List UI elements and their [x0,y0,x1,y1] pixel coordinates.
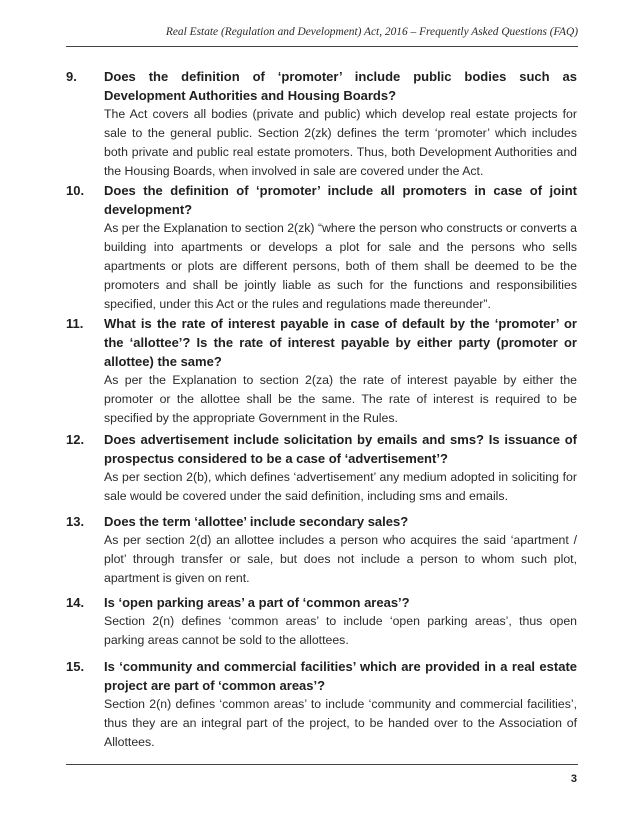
faq-number: 13. [66,514,85,529]
footer-divider [66,764,578,765]
faq-question: Is ‘open parking areas’ a part of ‘common areas’? [104,595,410,610]
faq-number: 15. [66,659,85,674]
faq-answer: As per the Explanation to section 2(zk) “where the person who constructs or converts a building into apartments or develops a plot for sale and the persons who sells apartments or plots are different persons, both of them shall be deemed to be the promoters and shall be jointly liable as such for the functions and responsibilities specified, under this Act or the rules and regulations made thereunder”. [104,221,577,311]
faq-answer: As per the Explanation to section 2(za) the rate of interest payable by either the promoter or the allottee shall be the same. The rate of interest is required to be specified by the appropriate Government in the Rules. [104,373,577,425]
faq-question: Is ‘community and commercial facilities’ which are provided in a real estate project are part of ‘common areas’? [104,659,577,693]
faq-body [104,181,577,314]
running-header: Real Estate (Regulation and Development) Act, 2016 – Frequently Asked Questions (FAQ) [165,26,578,38]
faq-number: 11. [66,316,84,331]
faq-question: Does the definition of ‘promoter’ include public bodies such as Development Authorities and Housing Boards? [104,69,577,103]
faq-number: 14. [66,595,85,610]
faq-answer: The Act covers all bodies (private and public) which develop real estate projects for sale to the general public. Section 2(zk) defines the term ‘promoter’ which includes both private and public real estate promoters. Thus, both Development Authorities and the Housing Boards, when involved in sale are covered under the Act. [104,107,577,178]
faq-number: 9. [66,69,77,84]
faq-answer: As per section 2(d) an allottee includes a person who acquires the said ‘apartment / plot’ through transfer or sale, but does not include a person to whom such plot, apartment is given on rent. [104,533,577,585]
header-divider [66,46,578,47]
faq-question: Does the term ‘allottee’ include secondary sales? [104,514,409,529]
faq-body [104,314,577,428]
page-number: 3 [570,773,577,785]
faq-answer: Section 2(n) defines ‘common areas’ to include ‘community and commercial facilities’, thus they are an integral part of the project, to be handed over to the Association of Allottees. [104,697,577,749]
faq-question: Does advertisement include solicitation by emails and sms? Is issuance of prospectus considered to be a case of ‘advertisement’? [104,432,577,466]
faq-number: 10. [66,183,85,198]
faq-body [104,593,577,650]
faq-body [104,430,577,506]
faq-body [104,657,577,752]
faq-question: What is the rate of interest payable in case of default by the ‘promoter’ or the ‘allottee’? Is the rate of interest payable by either party (promoter or allottee) the same? [104,316,577,369]
faq-number: 12. [66,432,85,447]
faq-body [104,67,577,181]
faq-question: Does the definition of ‘promoter’ include all promoters in case of joint development? [104,183,577,217]
faq-answer: As per section 2(b), which defines ‘advertisement’ any medium adopted in soliciting for sale would be covered under the said definition, including sms and emails. [104,470,577,503]
faq-body [104,512,577,588]
faq-answer: Section 2(n) defines ‘common areas’ to include ‘open parking areas’, thus open parking areas cannot be sold to the allottees. [104,614,577,647]
